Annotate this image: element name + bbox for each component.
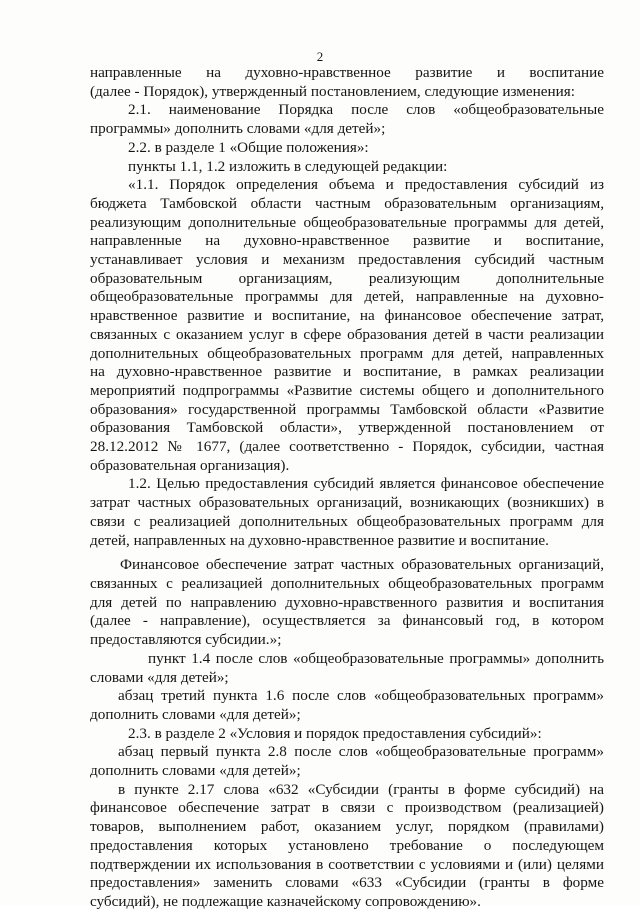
document-body (90, 64, 604, 912)
text-line: 2.3. в разделе 2 «Условия и порядок предоставления субсидий»: (128, 724, 542, 742)
text-line: общеобразовательные программы для детей, направленные на духовно- (90, 288, 604, 306)
text-line: детей, направленных на духовно-нравственное развитие и воспитание. (90, 531, 549, 549)
text-line: устанавливает условия и механизм предоставления субсидий частным (90, 251, 604, 269)
text-line: предоставления которых установлено требование о последующем (90, 836, 604, 854)
text-line: подтверждении их использования в соответствии с условиями и (или) целями (90, 855, 604, 873)
text-line: пункты 1.1, 1.2 изложить в следующей редакции: (128, 157, 448, 175)
text-line: 2.2. в разделе 1 «Общие положения»: (128, 138, 369, 156)
text-line: 2.1. наименование Порядка после слов «общеобразовательные (128, 101, 604, 119)
text-line: 1.2. Целью предоставления субсидий является финансовое обеспечение (128, 475, 604, 493)
text-line: мероприятий подпрограммы «Развитие системы общего и дополнительного (90, 381, 604, 399)
text-line: программы» дополнить словами «для детей»; (90, 120, 386, 138)
text-line: словами «для детей»; (90, 668, 229, 686)
text-line: в пункте 2.17 слова «632 «Субсидии (гранты в форме субсидий) на (118, 780, 604, 798)
text-line: связанных с реализацией дополнительных общеобразовательных программ (90, 574, 604, 592)
text-line: финансовое обеспечение затрат в связи с производством (реализацией) (90, 799, 604, 817)
text-line: реализующим дополнительные общеобразовательные программы для детей, (90, 213, 604, 231)
page-number: 2 (316, 49, 324, 64)
text-line: направленные на духовно-нравственное развитие и воспитание (90, 64, 604, 81)
text-line: связи с реализацией дополнительных общеобразовательных программ для (90, 512, 604, 530)
text-line: абзац третий пункта 1.6 после слов «общеобразовательных программ» (118, 687, 604, 705)
text-line: образовательным организациям, реализующим дополнительные (90, 269, 604, 287)
text-line: дополнить словами «для детей»; (90, 705, 301, 723)
text-line: «1.1. Порядок определения объема и предоставления субсидий из (128, 176, 604, 194)
text-line: (далее - Порядок), утвержденный постановлением, следующие изменения: (90, 82, 575, 100)
text-line: бюджета Тамбовской области частным образовательным организациям, (90, 194, 604, 212)
text-line: (далее - направление), осуществляется за финансовый год, в котором (90, 612, 604, 630)
text-line: образования» государственной программы Тамбовской области «Развитие (90, 400, 604, 418)
text-line: затрат частных образовательных организаций, возникающих (возникших) в (90, 494, 604, 512)
text-line: дополнить словами «для детей»; (90, 762, 301, 780)
text-line: направленные на духовно-нравственное развитие и воспитание, (90, 232, 604, 250)
text-line: Финансовое обеспечение затрат частных образовательных организаций, (120, 556, 604, 574)
text-line: предоставления» заменить словами «633 «Субсидии (гранты в форме (90, 874, 604, 892)
text-line: нравственное развитие и воспитание, на финансовое обеспечение затрат, (90, 307, 604, 325)
text-line: субсидий), не подлежащие казначейскому сопровождению». (90, 892, 481, 910)
text-line: образовательная организация). (90, 456, 290, 474)
text-line: пункт 1.4 после слов «общеобразовательные программы» дополнить (148, 649, 604, 667)
text-line: товаров, выполнением работ, оказанием услуг, порядком (правилами) (90, 818, 604, 836)
text-line: образования Тамбовской области», утвержденной постановлением от (90, 419, 604, 437)
text-line: для детей по направлению духовно-нравственного развития и воспитания (90, 593, 604, 611)
text-line: на духовно-нравственное развитие и воспитание, в рамках реализации (90, 363, 604, 381)
text-line: связанных с оказанием услуг в сфере образования детей в части реализации (90, 325, 604, 343)
text-line: предоставляются субсидии.»; (90, 631, 282, 649)
text-line: абзац первый пункта 2.8 после слов «общеобразовательные программ» (118, 743, 604, 761)
text-line: дополнительных общеобразовательных программ для детей, направленных (90, 344, 604, 362)
text-line: 28.12.2012 № 1677, (далее соответственно - Порядок, субсидии, частная (90, 438, 604, 456)
